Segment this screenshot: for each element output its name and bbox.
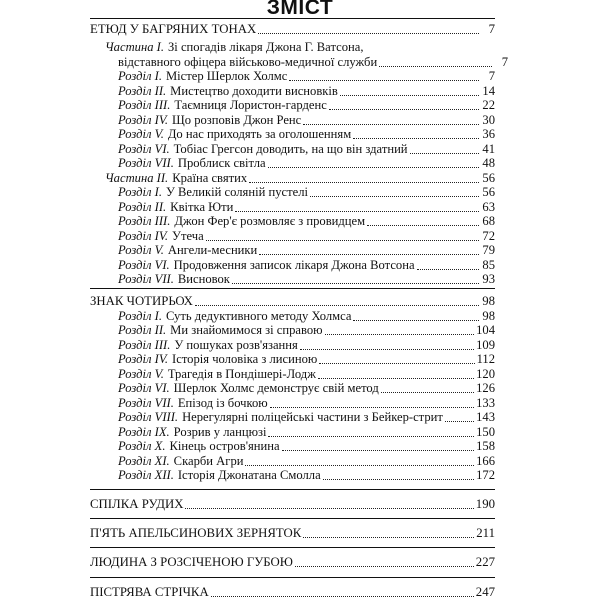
toc-entry-chapter	[118, 272, 495, 287]
dot-leader	[270, 407, 474, 408]
toc-entry-page: 56	[482, 171, 495, 185]
toc-entry-title: Що розповів Джон Ренс	[172, 113, 302, 127]
dot-leader	[268, 436, 474, 437]
toc-entry-title: ЗНАК ЧОТИРЬОХ	[90, 294, 193, 308]
dot-leader	[232, 283, 479, 284]
toc-entry-label: Розділ III.	[118, 338, 171, 352]
toc-entry-page: 112	[476, 352, 495, 366]
dot-leader	[259, 254, 479, 255]
toc-entry-contd	[118, 55, 508, 70]
dot-leader	[258, 33, 479, 34]
dot-leader	[211, 596, 474, 597]
toc-entry-chapter	[118, 454, 495, 469]
toc-entry-chapter	[118, 98, 495, 113]
toc-entry-title: Ми знайомимося зі справою	[170, 323, 323, 337]
toc-entry-label: Розділ VI.	[118, 142, 170, 156]
toc-entry-title: У Великій соляній пустелі	[165, 185, 308, 199]
dot-leader	[195, 305, 479, 306]
dot-leader	[289, 80, 479, 81]
toc-entry-page: 14	[482, 84, 495, 98]
toc-entry-label: Розділ I.	[118, 185, 162, 199]
toc-entry-title: ЕТЮД У БАГРЯНИХ ТОНАХ	[90, 22, 257, 36]
toc-entry-page: 7	[488, 69, 495, 83]
dot-leader	[303, 124, 479, 125]
toc-entry-main	[90, 585, 495, 600]
toc-entry-chapter	[118, 214, 495, 229]
toc-entry-label: Розділ III.	[118, 98, 171, 112]
section-rule	[90, 489, 495, 490]
toc-entry-label: Розділ IX.	[118, 425, 170, 439]
toc-entry-page: 109	[476, 338, 495, 352]
toc-entry-label: Розділ XI.	[118, 454, 170, 468]
toc-entry-chapter	[118, 367, 495, 382]
dot-leader	[329, 109, 479, 110]
toc-entry-title: Суть дедуктивного методу Холмса	[165, 309, 352, 323]
toc-entry-label: Розділ V.	[118, 367, 164, 381]
toc-entry-title: Тобіас Грегсон доводить, на що він здатний	[173, 142, 408, 156]
dot-leader	[300, 349, 474, 350]
toc-entry-title: Розрив у ланцюзі	[173, 425, 267, 439]
toc-entry-title: Мистецтво доходити висновків	[170, 84, 338, 98]
toc-entry-label: Розділ II.	[118, 200, 167, 214]
toc-entry-page: 120	[476, 367, 495, 381]
dot-leader	[303, 537, 474, 538]
dot-leader	[185, 508, 473, 509]
toc-entry-page: 48	[482, 156, 495, 170]
toc-entry-page: 85	[482, 258, 495, 272]
toc-entry-label: Частина II.	[105, 171, 169, 185]
toc-entry-chapter	[118, 396, 495, 411]
toc-entry-chapter	[118, 142, 495, 157]
toc-entry-title: Епізод із бочкою	[177, 396, 268, 410]
dot-leader	[282, 450, 475, 451]
dot-leader	[325, 334, 475, 335]
toc-entry-page: 7	[488, 22, 495, 36]
toc-entry-title: Продовження записок лікаря Джона Вотсона	[173, 258, 415, 272]
toc-entry-main	[90, 294, 495, 309]
toc-entry-label: Розділ X.	[118, 439, 166, 453]
section-rule	[90, 288, 495, 289]
toc-entry-page: 190	[475, 497, 495, 511]
toc-entry-chapter	[118, 381, 495, 396]
toc-entry-label: Розділ VII.	[118, 272, 174, 286]
toc-entry-title: Зі спогадів лікаря Джона Г. Ватсона,	[168, 40, 364, 54]
toc-entry-label: Розділ XII.	[118, 468, 174, 482]
toc-entry-chapter	[118, 352, 495, 367]
toc-entry-page: 133	[476, 396, 495, 410]
toc-entry-page: 126	[476, 381, 495, 395]
toc-entry-page: 63	[482, 200, 495, 214]
dot-leader	[206, 240, 479, 241]
toc-entry-label: Розділ IV.	[118, 229, 169, 243]
toc-entry-label: Розділ II.	[118, 84, 167, 98]
toc-entry-chapter	[118, 185, 495, 200]
toc-entry-label: Розділ V.	[118, 127, 164, 141]
dot-leader	[340, 95, 479, 96]
toc-entry-label: Розділ IV.	[118, 113, 169, 127]
toc-entry-page: 172	[476, 468, 495, 482]
toc-entry-chapter	[118, 243, 495, 258]
toc-entry-title: До нас приходять за оголошенням	[167, 127, 352, 141]
toc-entry-chapter	[118, 309, 495, 324]
toc-entry-chapter	[118, 229, 495, 244]
toc-entry-page: 79	[482, 243, 495, 257]
toc-entry-label: Розділ I.	[118, 69, 162, 83]
dot-leader	[445, 421, 474, 422]
toc-entry-title: відставного офіцера військово-медичної служби	[118, 55, 378, 69]
toc-entry-chapter	[118, 338, 495, 353]
dot-leader	[268, 167, 479, 168]
toc-entry-part	[105, 40, 495, 55]
section-rule	[90, 547, 495, 548]
toc-entry-page: 104	[476, 323, 495, 337]
dot-leader	[323, 479, 474, 480]
dot-leader	[379, 66, 492, 67]
toc-entry-title: ПІСТРЯВА СТРІЧКА	[90, 585, 209, 599]
dot-leader	[319, 363, 474, 364]
toc-entry-label: Розділ VII.	[118, 156, 174, 170]
toc-entry-title: Проблиск світла	[177, 156, 266, 170]
toc-entry-label: Розділ V.	[118, 243, 164, 257]
toc-entry-label: Розділ III.	[118, 214, 171, 228]
toc-entry-title: Історія чоловіка з лисиною	[172, 352, 318, 366]
toc-entry-part	[105, 171, 495, 186]
toc-entry-title: Ангели-месники	[167, 243, 258, 257]
dot-leader	[310, 196, 479, 197]
toc-entry-title: Нерегулярні поліцейські частини з Бейкер-стрит	[182, 410, 443, 424]
toc-entry-page: 7	[501, 55, 508, 69]
toc-entry-main	[90, 526, 495, 541]
page-title: ЗМІСТ	[266, 0, 334, 19]
toc-entry-title: Трагедія в Пондішері-Лодж	[167, 367, 316, 381]
toc-entry-page: 30	[482, 113, 495, 127]
toc-entry-page: 93	[482, 272, 495, 286]
toc-entry-title: Таємниця Лористон-гарденс	[174, 98, 327, 112]
toc-entry-title: СПІЛКА РУДИХ	[90, 497, 184, 511]
toc-entry-title: У пошуках розв'язання	[174, 338, 298, 352]
toc-entry-page: 227	[475, 555, 495, 569]
toc-entry-title: Країна святих	[172, 171, 248, 185]
toc-entry-page: 68	[482, 214, 495, 228]
dot-leader	[249, 182, 479, 183]
dot-leader	[381, 392, 474, 393]
toc-entry-title: Джон Фер'є розмовляє з провидцем	[174, 214, 366, 228]
dot-leader	[295, 566, 474, 567]
toc-entry-title: Шерлок Холмс демонструє свій метод	[173, 381, 379, 395]
toc-entry-title: Містер Шерлок Холмс	[165, 69, 288, 83]
toc-entry-page: 211	[476, 526, 495, 540]
dot-leader	[410, 153, 479, 154]
section-rule	[90, 518, 495, 519]
toc-entry-chapter	[118, 439, 495, 454]
toc-entry-label: Розділ VI.	[118, 381, 170, 395]
toc-entry-title: Скарби Агри	[173, 454, 244, 468]
dot-leader	[367, 225, 479, 226]
toc-entry-page: 158	[476, 439, 495, 453]
toc-entry-page: 41	[482, 142, 495, 156]
toc-entry-page: 56	[482, 185, 495, 199]
toc-entry-chapter	[118, 113, 495, 128]
dot-leader	[318, 378, 474, 379]
toc-entry-chapter	[118, 127, 495, 142]
toc-entry-chapter	[118, 468, 495, 483]
dot-leader	[235, 211, 479, 212]
toc-entry-page: 98	[482, 294, 495, 308]
dot-leader	[353, 138, 479, 139]
toc-entry-page: 98	[482, 309, 495, 323]
toc-entry-title: Квітка Юти	[170, 200, 234, 214]
toc-entry-chapter	[118, 323, 495, 338]
toc-entry-page: 166	[476, 454, 495, 468]
toc-entry-chapter	[118, 84, 495, 99]
toc-entry-page: 22	[482, 98, 495, 112]
toc-entry-label: Розділ VIII.	[118, 410, 179, 424]
toc-entry-chapter	[118, 156, 495, 171]
dot-leader	[417, 269, 479, 270]
toc-entry-title: П'ЯТЬ АПЕЛЬСИНОВИХ ЗЕРНЯТОК	[90, 526, 302, 540]
toc-entry-label: Розділ I.	[118, 309, 162, 323]
toc-entry-label: Частина I.	[105, 40, 164, 54]
toc-entry-title: Висновок	[177, 272, 230, 286]
toc-entry-main	[90, 22, 495, 37]
dot-leader	[245, 465, 474, 466]
dot-leader	[353, 320, 479, 321]
toc-entry-chapter	[118, 69, 495, 84]
toc-entry-chapter	[118, 425, 495, 440]
toc-entry-label: Розділ VI.	[118, 258, 170, 272]
toc-entry-title: Кінець остров'янина	[169, 439, 280, 453]
section-rule	[90, 577, 495, 578]
toc-entry-label: Розділ II.	[118, 323, 167, 337]
toc-entry-chapter	[118, 258, 495, 273]
toc-entry-page: 72	[482, 229, 495, 243]
toc-entry-chapter	[118, 410, 495, 425]
toc-entry-page: 143	[476, 410, 495, 424]
toc-entry-label: Розділ IV.	[118, 352, 169, 366]
toc-entry-page: 247	[475, 585, 495, 599]
toc-entry-title: Утеча	[172, 229, 204, 243]
section-rule	[90, 18, 495, 19]
toc-entry-chapter	[118, 200, 495, 215]
toc-entry-title: ЛЮДИНА З РОЗСІЧЕНОЮ ГУБОЮ	[90, 555, 293, 569]
toc-entry-main	[90, 497, 495, 512]
toc-entry-title: Історія Джонатана Смолла	[177, 468, 321, 482]
toc-entry-main	[90, 555, 495, 570]
toc-entry-label: Розділ VII.	[118, 396, 174, 410]
toc-entry-page: 150	[476, 425, 495, 439]
toc-entry-page: 36	[482, 127, 495, 141]
